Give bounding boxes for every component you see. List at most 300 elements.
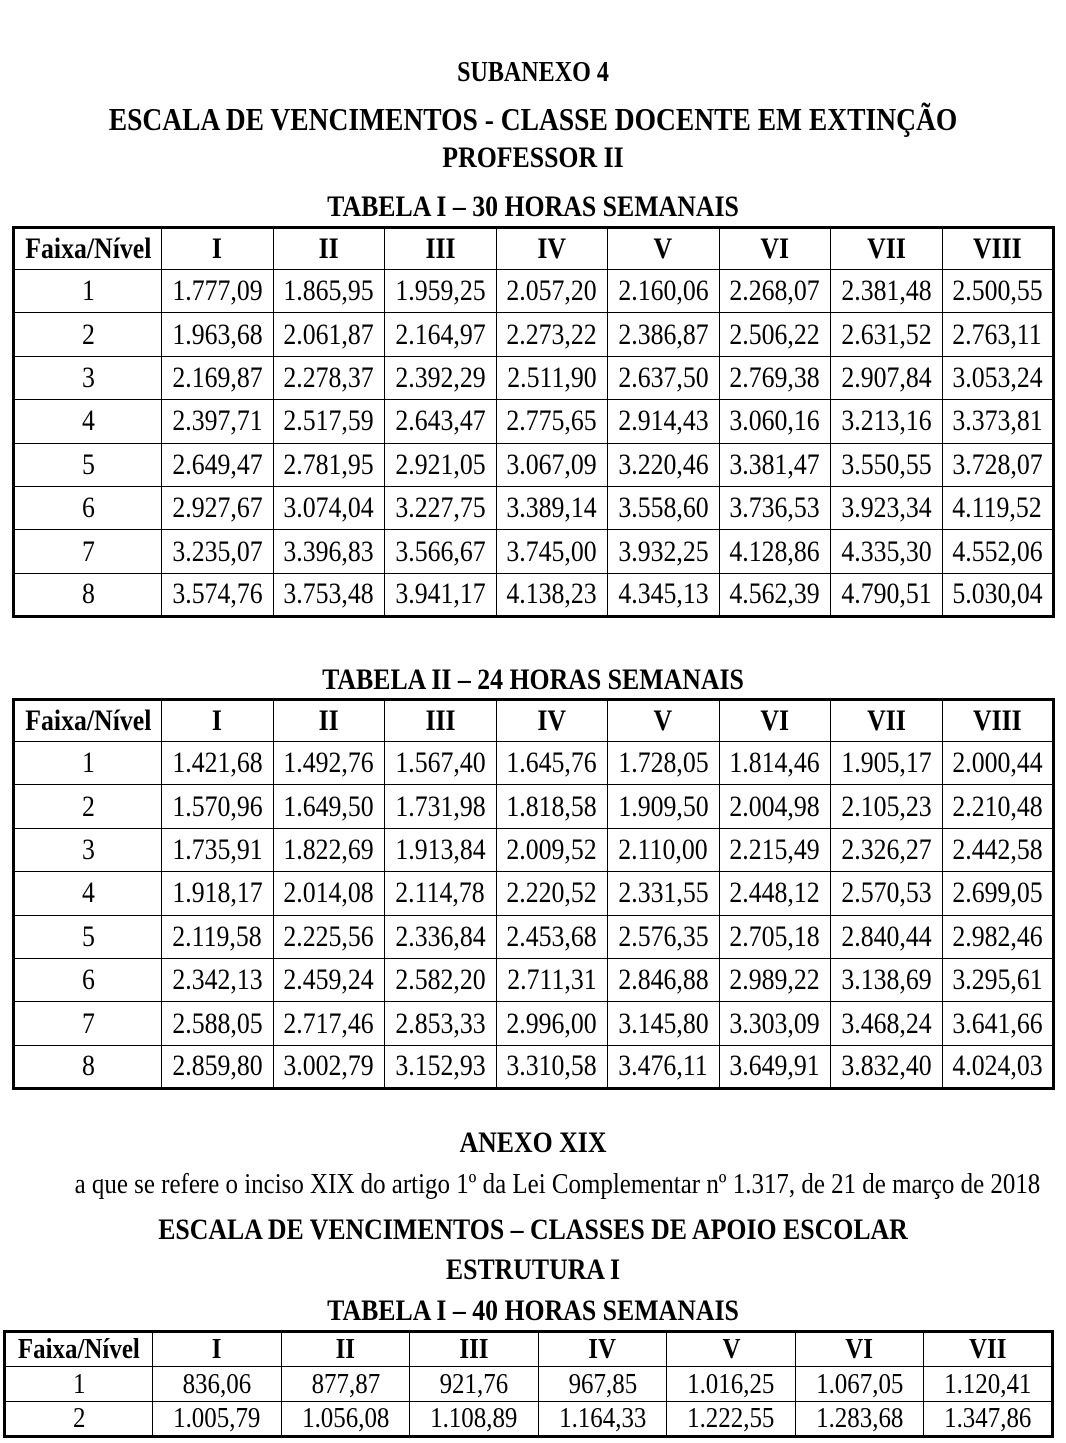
faixa-label: 2 [81, 317, 95, 351]
table-caption: TABELA II – 24 HORAS SEMANAIS [322, 663, 744, 696]
value-label: 4.335,30 [841, 534, 932, 568]
value-cell [942, 356, 1054, 399]
table-row [5, 1402, 1053, 1437]
value-cell [385, 1045, 497, 1088]
value-label: 2.846,88 [618, 963, 709, 997]
value-cell [162, 356, 274, 399]
anexo-reference: a que se refere o inciso XIX do artigo 1º da Lei Complementar nº 1.317, de 21 de março de 2018 [74, 1168, 1041, 1200]
value-label: 2.326,27 [841, 832, 932, 866]
value-cell [162, 573, 274, 616]
value-cell [496, 1002, 608, 1045]
value-cell [385, 313, 497, 356]
faixa-label: 3 [81, 360, 95, 394]
value-label: 3.381,47 [729, 447, 820, 481]
value-cell [942, 400, 1054, 443]
value-label: 3.941,17 [395, 577, 486, 611]
value-label: 3.550,55 [841, 447, 932, 481]
value-cell [719, 828, 831, 871]
value-label: 2.631,52 [841, 317, 932, 351]
value-label: 2.442,58 [952, 832, 1043, 866]
column-header-label: II [318, 704, 339, 737]
value-label: 1.728,05 [618, 746, 709, 780]
value-cell [831, 785, 943, 828]
faixa-cell [14, 443, 162, 486]
value-cell [496, 400, 608, 443]
value-cell [385, 742, 497, 785]
faixa-label: 4 [81, 876, 95, 910]
table-row [5, 1367, 1053, 1402]
value-cell [273, 1002, 385, 1045]
value-label: 2.582,20 [395, 963, 486, 997]
value-label: 2.717,46 [283, 1006, 374, 1040]
corner-header-label: Faixa/Nível [18, 1333, 140, 1365]
table-caption: TABELA I – 30 HORAS SEMANAIS [327, 190, 739, 223]
value-label: 2.392,29 [395, 360, 486, 394]
value-label: 1.492,76 [283, 746, 374, 780]
value-cell [831, 313, 943, 356]
value-cell [608, 530, 720, 573]
value-cell [385, 958, 497, 1001]
value-cell [385, 1002, 497, 1045]
faixa-label: 5 [81, 919, 95, 953]
column-header-label: IV [588, 1333, 617, 1365]
value-label: 1.649,50 [283, 789, 374, 823]
value-label: 2.840,44 [841, 919, 932, 953]
value-cell [162, 828, 274, 871]
value-label: 3.753,48 [283, 577, 374, 611]
table-row [14, 486, 1054, 529]
value-label: 4.345,13 [618, 577, 709, 611]
value-cell [496, 356, 608, 399]
document-subtitle: PROFESSOR II [442, 141, 624, 174]
column-header-label: II [335, 1333, 356, 1365]
value-label: 2.853,33 [395, 1006, 486, 1040]
value-label: 2.506,22 [729, 317, 820, 351]
value-cell [942, 270, 1054, 313]
value-cell [281, 1402, 410, 1437]
column-header-cell [719, 700, 831, 742]
value-cell [496, 313, 608, 356]
faixa-label: 1 [81, 746, 95, 780]
value-label: 3.145,80 [618, 1006, 709, 1040]
value-label: 1.056,08 [301, 1402, 390, 1434]
table-caption: TABELA I – 40 HORAS SEMANAIS [327, 1294, 739, 1327]
value-label: 3.303,09 [729, 1006, 820, 1040]
faixa-cell [14, 313, 162, 356]
value-label: 1.959,25 [395, 274, 486, 308]
value-cell [410, 1367, 539, 1402]
column-header-label: IV [537, 704, 567, 737]
value-cell [273, 958, 385, 1001]
table-header-row [5, 1332, 1053, 1367]
value-cell [273, 443, 385, 486]
value-cell [162, 1045, 274, 1088]
value-label: 3.832,40 [841, 1049, 932, 1083]
value-cell [162, 742, 274, 785]
value-label: 2.989,22 [729, 963, 820, 997]
anexo-estrutura: ESTRUTURA I [445, 1253, 621, 1286]
value-label: 2.009,52 [506, 832, 597, 866]
value-cell [719, 872, 831, 915]
faixa-cell [14, 742, 162, 785]
value-cell [273, 530, 385, 573]
value-cell [608, 443, 720, 486]
column-header-cell [795, 1332, 924, 1367]
value-cell [538, 1367, 667, 1402]
corner-header-cell [14, 228, 162, 270]
value-label: 3.074,04 [283, 491, 374, 525]
value-cell [942, 1045, 1054, 1088]
value-cell [162, 1002, 274, 1045]
column-header-cell [608, 228, 720, 270]
value-cell [608, 356, 720, 399]
value-label: 3.138,69 [841, 963, 932, 997]
value-label: 3.566,67 [395, 534, 486, 568]
value-cell [385, 486, 497, 529]
value-cell [385, 785, 497, 828]
value-label: 1.067,05 [815, 1367, 904, 1400]
faixa-label: 3 [81, 832, 95, 866]
value-label: 2.859,80 [172, 1049, 263, 1083]
value-cell [719, 270, 831, 313]
column-header-cell [942, 228, 1054, 270]
value-label: 2.278,37 [283, 360, 374, 394]
document-title: ESCALA DE VENCIMENTOS - CLASSE DOCENTE EM EXTINÇÃO [108, 101, 958, 137]
faixa-label: 5 [81, 447, 95, 481]
value-label: 2.927,67 [172, 491, 263, 525]
value-label: 2.268,07 [729, 274, 820, 308]
value-label: 2.769,38 [729, 360, 820, 394]
value-label: 2.119,58 [172, 919, 262, 953]
value-cell [795, 1367, 924, 1402]
value-cell [385, 530, 497, 573]
table-row [14, 785, 1054, 828]
value-cell [273, 828, 385, 871]
value-label: 3.923,34 [841, 491, 932, 525]
table-row [14, 828, 1054, 871]
value-cell [608, 872, 720, 915]
column-header-cell [942, 700, 1054, 742]
value-cell [831, 530, 943, 573]
value-cell [942, 872, 1054, 915]
value-label: 4.552,06 [952, 534, 1043, 568]
value-cell [831, 486, 943, 529]
value-label: 1.222,55 [687, 1402, 775, 1434]
value-cell [719, 573, 831, 616]
column-header-label: I [211, 1333, 222, 1365]
faixa-cell [14, 573, 162, 616]
faixa-label: 8 [81, 1049, 95, 1083]
value-cell [719, 785, 831, 828]
value-cell [831, 356, 943, 399]
value-cell [608, 270, 720, 313]
value-cell [719, 356, 831, 399]
column-header-cell [538, 1332, 667, 1367]
value-label: 2.273,22 [506, 317, 597, 351]
value-label: 2.643,47 [395, 404, 486, 438]
value-cell [719, 443, 831, 486]
value-cell [942, 828, 1054, 871]
value-cell [385, 356, 497, 399]
value-label: 3.053,24 [952, 360, 1043, 394]
value-label: 921,76 [439, 1367, 509, 1400]
value-cell [496, 486, 608, 529]
value-cell [608, 1045, 720, 1088]
value-label: 1.814,46 [729, 746, 820, 780]
value-cell [162, 530, 274, 573]
value-label: 2.169,87 [172, 360, 263, 394]
column-header-cell [608, 700, 720, 742]
value-cell [608, 958, 720, 1001]
column-header-cell [162, 228, 274, 270]
value-cell [608, 742, 720, 785]
value-label: 2.342,13 [172, 963, 263, 997]
column-header-cell [273, 700, 385, 742]
value-label: 3.220,46 [618, 447, 709, 481]
value-label: 3.227,75 [395, 491, 486, 525]
value-label: 2.061,87 [283, 317, 374, 351]
value-cell [385, 443, 497, 486]
value-cell [162, 270, 274, 313]
value-label: 2.453,68 [506, 919, 597, 953]
column-header-cell [924, 1332, 1053, 1367]
value-label: 3.235,07 [172, 534, 263, 568]
value-label: 2.114,78 [395, 876, 485, 910]
column-header-label: VI [760, 232, 790, 265]
table-header-row [14, 228, 1054, 270]
value-cell [831, 1045, 943, 1088]
column-header-label: III [425, 704, 456, 737]
value-cell [831, 400, 943, 443]
value-label: 2.705,18 [729, 919, 820, 953]
column-header-cell [667, 1332, 796, 1367]
value-label: 2.014,08 [283, 876, 374, 910]
value-cell [162, 486, 274, 529]
value-label: 2.215,49 [729, 832, 820, 866]
value-cell [385, 270, 497, 313]
value-cell [608, 828, 720, 871]
table-row [14, 270, 1054, 313]
value-label: 2.576,35 [618, 919, 709, 953]
value-cell [942, 573, 1054, 616]
value-label: 4.128,86 [729, 534, 820, 568]
value-cell [162, 313, 274, 356]
value-label: 1.120,41 [944, 1367, 1032, 1400]
value-label: 1.818,58 [506, 789, 597, 823]
column-header-cell [385, 228, 497, 270]
faixa-cell [14, 400, 162, 443]
value-label: 3.002,79 [283, 1049, 374, 1083]
value-label: 2.386,87 [618, 317, 709, 351]
value-label: 3.736,53 [729, 491, 820, 525]
value-cell [496, 785, 608, 828]
value-cell [795, 1402, 924, 1437]
column-header-label: V [653, 704, 673, 737]
value-label: 1.164,33 [558, 1402, 647, 1434]
faixa-label: 2 [72, 1402, 86, 1434]
faixa-label: 1 [81, 274, 95, 308]
value-cell [496, 1045, 608, 1088]
value-cell [831, 443, 943, 486]
value-cell [162, 785, 274, 828]
value-label: 2.110,00 [618, 832, 708, 866]
value-label: 3.067,09 [506, 447, 597, 481]
value-cell [719, 530, 831, 573]
value-label: 3.574,76 [172, 577, 263, 611]
faixa-cell [14, 530, 162, 573]
column-header-label: VII [866, 704, 906, 737]
value-label: 1.645,76 [506, 746, 597, 780]
value-label: 3.295,61 [952, 963, 1043, 997]
value-label: 2.220,52 [506, 876, 597, 910]
value-cell [608, 486, 720, 529]
value-cell [719, 742, 831, 785]
value-cell [385, 573, 497, 616]
column-header-label: I [212, 232, 223, 265]
value-cell [410, 1402, 539, 1437]
table-row [14, 443, 1054, 486]
value-cell [273, 400, 385, 443]
value-label: 1.108,89 [430, 1402, 518, 1434]
value-label: 2.711,31 [507, 963, 597, 997]
value-label: 3.213,16 [841, 404, 932, 438]
value-cell [831, 742, 943, 785]
table-row [14, 915, 1054, 958]
value-label: 2.004,98 [729, 789, 820, 823]
value-label: 1.347,86 [944, 1402, 1032, 1434]
value-label: 2.331,55 [618, 876, 709, 910]
corner-header-label: Faixa/Nível [25, 704, 152, 737]
column-header-label: III [425, 232, 456, 265]
column-header-cell [385, 700, 497, 742]
anexo-escala-title: ESCALA DE VENCIMENTOS – CLASSES DE APOIO ESCOLAR [158, 1213, 908, 1246]
value-cell [719, 915, 831, 958]
value-cell [496, 958, 608, 1001]
faixa-cell [5, 1402, 153, 1437]
value-cell [162, 958, 274, 1001]
value-cell [153, 1367, 282, 1402]
value-label: 2.500,55 [952, 274, 1043, 308]
faixa-cell [14, 1002, 162, 1045]
value-label: 2.570,53 [841, 876, 932, 910]
value-cell [942, 530, 1054, 573]
value-label: 2.517,59 [283, 404, 374, 438]
table-row [14, 356, 1054, 399]
column-header-label: VIII [972, 232, 1022, 265]
value-cell [162, 400, 274, 443]
value-label: 2.105,23 [841, 789, 932, 823]
corner-header-cell [5, 1332, 153, 1367]
column-header-cell [162, 700, 274, 742]
value-label: 2.336,84 [395, 919, 486, 953]
column-header-cell [281, 1332, 410, 1367]
value-label: 1.005,79 [173, 1402, 261, 1434]
value-cell [385, 872, 497, 915]
value-label: 3.745,00 [506, 534, 597, 568]
value-cell [924, 1367, 1053, 1402]
value-label: 2.649,47 [172, 447, 263, 481]
value-cell [162, 872, 274, 915]
value-label: 2.921,05 [395, 447, 486, 481]
value-label: 2.996,00 [506, 1006, 597, 1040]
value-cell [496, 270, 608, 313]
value-cell [273, 313, 385, 356]
value-cell [496, 573, 608, 616]
value-cell [608, 1002, 720, 1045]
value-cell [385, 915, 497, 958]
value-label: 4.138,23 [506, 577, 597, 611]
table-row [14, 872, 1054, 915]
value-cell [496, 530, 608, 573]
value-label: 3.310,58 [506, 1049, 597, 1083]
value-label: 2.448,12 [729, 876, 820, 910]
value-label: 3.152,93 [395, 1049, 486, 1083]
column-header-cell [410, 1332, 539, 1367]
column-header-cell [719, 228, 831, 270]
value-label: 967,85 [568, 1367, 637, 1400]
value-label: 1.567,40 [395, 746, 486, 780]
value-label: 3.641,66 [952, 1006, 1043, 1040]
faixa-label: 6 [81, 963, 95, 997]
column-header-cell [831, 700, 943, 742]
faixa-label: 2 [81, 789, 95, 823]
value-cell [496, 742, 608, 785]
value-label: 1.570,96 [172, 789, 263, 823]
value-label: 2.781,95 [283, 447, 374, 481]
value-cell [924, 1402, 1053, 1437]
value-cell [162, 443, 274, 486]
faixa-cell [5, 1367, 153, 1402]
salary-table-40h [3, 1330, 1054, 1438]
value-cell [942, 785, 1054, 828]
value-cell [273, 742, 385, 785]
corner-header-cell [14, 700, 162, 742]
value-cell [667, 1367, 796, 1402]
value-label: 1.913,84 [395, 832, 486, 866]
value-label: 1.865,95 [283, 274, 374, 308]
value-cell [831, 958, 943, 1001]
value-cell [608, 313, 720, 356]
column-header-label: I [212, 704, 223, 737]
value-cell [273, 356, 385, 399]
value-label: 3.060,16 [729, 404, 820, 438]
column-header-cell [496, 228, 608, 270]
column-header-cell [831, 228, 943, 270]
column-header-label: VI [845, 1333, 874, 1365]
value-cell [942, 443, 1054, 486]
value-cell [942, 958, 1054, 1001]
value-cell [667, 1402, 796, 1437]
anexo-title: ANEXO XIX [459, 1126, 607, 1159]
value-label: 2.225,56 [283, 919, 374, 953]
value-label: 1.822,69 [283, 832, 374, 866]
faixa-cell [14, 356, 162, 399]
value-cell [942, 313, 1054, 356]
value-label: 1.777,09 [172, 274, 263, 308]
value-label: 3.558,60 [618, 491, 709, 525]
value-label: 3.932,25 [618, 534, 709, 568]
faixa-label: 8 [81, 577, 95, 611]
salary-table-24h [12, 698, 1055, 1090]
value-label: 5.030,04 [952, 577, 1043, 611]
value-label: 1.421,68 [172, 746, 263, 780]
table-row [14, 400, 1054, 443]
value-cell [385, 828, 497, 871]
value-label: 1.735,91 [172, 832, 263, 866]
value-cell [831, 828, 943, 871]
faixa-cell [14, 486, 162, 529]
faixa-cell [14, 958, 162, 1001]
